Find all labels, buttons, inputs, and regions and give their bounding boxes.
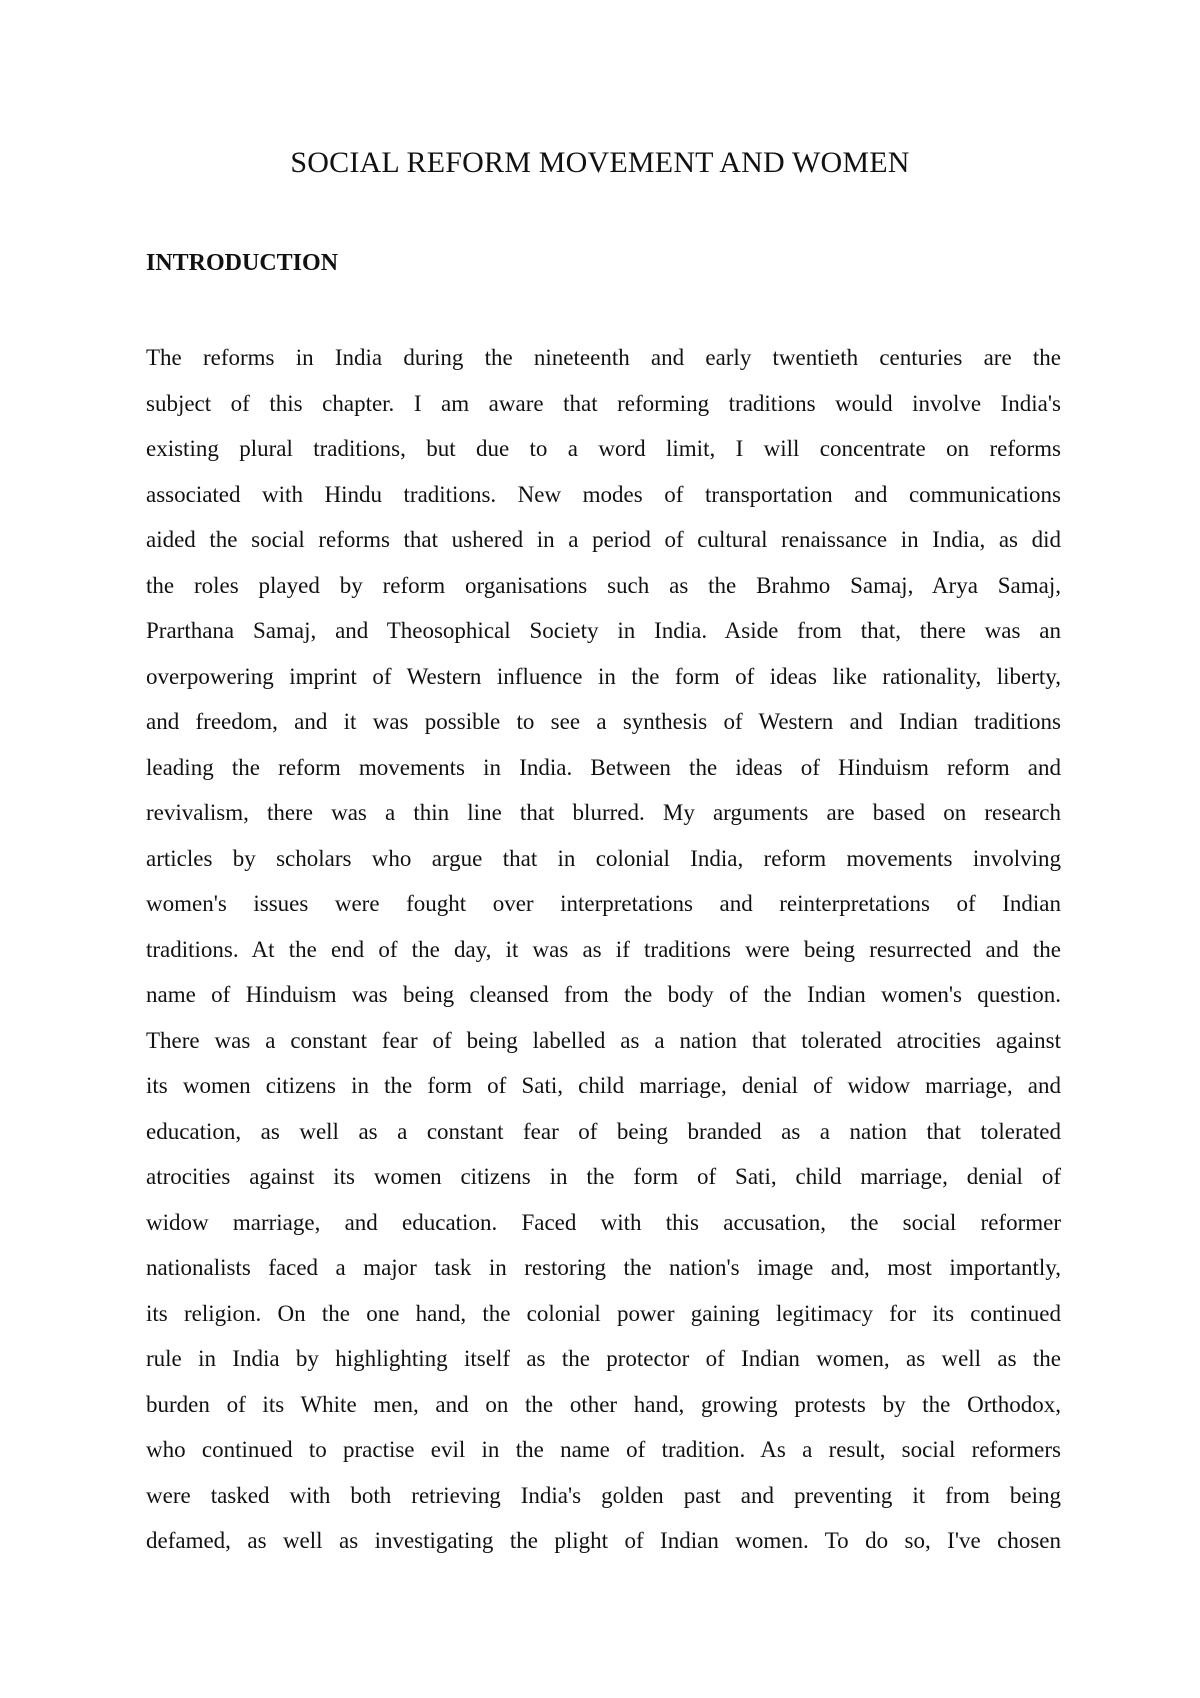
paragraph-line: traditions. At the end of the day, it was as if traditions were being resurrected and the bbox=[146, 936, 1061, 962]
paragraph-line: existing plural traditions, but due to a word limit, I will concentrate on reforms bbox=[146, 436, 1061, 461]
paragraph-line: nationalists faced a major task in restoring the nation's image and, most importantly, bbox=[146, 1255, 1061, 1280]
paragraph-line: who continued to practise evil in the name of tradition. As a result, social reformers bbox=[146, 1437, 1061, 1462]
paragraph-line: associated with Hindu traditions. New modes of transportation and communications bbox=[146, 481, 1061, 507]
paragraph-line: The reforms in India during the nineteenth and early twentieth centuries are the bbox=[146, 345, 1061, 370]
paragraph-line: rule in India by highlighting itself as the protector of Indian women, as well as the bbox=[146, 1346, 1061, 1371]
paragraph-line: burden of its White men, and on the other hand, growing protests by the Orthodox, bbox=[146, 1391, 1061, 1417]
paragraph-line: its religion. On the one hand, the colonial power gaining legitimacy for its continued bbox=[146, 1300, 1061, 1326]
paragraph-line: were tasked with both retrieving India's golden past and preventing it from being bbox=[146, 1482, 1061, 1508]
paragraph-line: education, as well as a constant fear of being branded as a nation that tolerated bbox=[146, 1118, 1061, 1144]
paragraph-line: There was a constant fear of being labelled as a nation that tolerated atrocities against bbox=[146, 1027, 1061, 1053]
paragraph-line: defamed, as well as investigating the plight of Indian women. To do so, I've chosen bbox=[146, 1528, 1061, 1553]
paragraph-line: articles by scholars who argue that in colonial India, reform movements involving bbox=[146, 845, 1061, 871]
paragraph-line: leading the reform movements in India. Between the ideas of Hinduism reform and bbox=[146, 754, 1061, 780]
paragraph-line: atrocities against its women citizens in the form of Sati, child marriage, denial of bbox=[146, 1164, 1061, 1189]
paragraph-line: and freedom, and it was possible to see a synthesis of Western and Indian traditions bbox=[146, 709, 1061, 734]
paragraph-line: overpowering imprint of Western influence in the form of ideas like rationality, liberty, bbox=[146, 663, 1061, 689]
paragraph-line: the roles played by reform organisations such as the Brahmo Samaj, Arya Samaj, bbox=[146, 572, 1061, 598]
document-title: SOCIAL REFORM MOVEMENT AND WOMEN bbox=[290, 146, 910, 179]
paragraph-line: revivalism, there was a thin line that blurred. My arguments are based on research bbox=[146, 800, 1061, 825]
paragraph-line: subject of this chapter. I am aware that reforming traditions would involve India's bbox=[146, 390, 1061, 416]
paragraph-line: women's issues were fought over interpretations and reinterpretations of Indian bbox=[146, 891, 1061, 916]
paragraph-line: name of Hinduism was being cleansed from the body of the Indian women's question. bbox=[146, 982, 1061, 1007]
paragraph-line: its women citizens in the form of Sati, child marriage, denial of widow marriage, and bbox=[146, 1073, 1061, 1098]
section-heading: INTRODUCTION bbox=[146, 250, 339, 276]
paragraph-line: Prarthana Samaj, and Theosophical Society in India. Aside from that, there was an bbox=[146, 618, 1061, 643]
paragraph-line: widow marriage, and education. Faced with this accusation, the social reformer bbox=[146, 1209, 1061, 1235]
paragraph-line: aided the social reforms that ushered in a period of cultural renaissance in India, as did bbox=[146, 527, 1061, 552]
body-paragraph bbox=[146, 335, 1061, 1564]
